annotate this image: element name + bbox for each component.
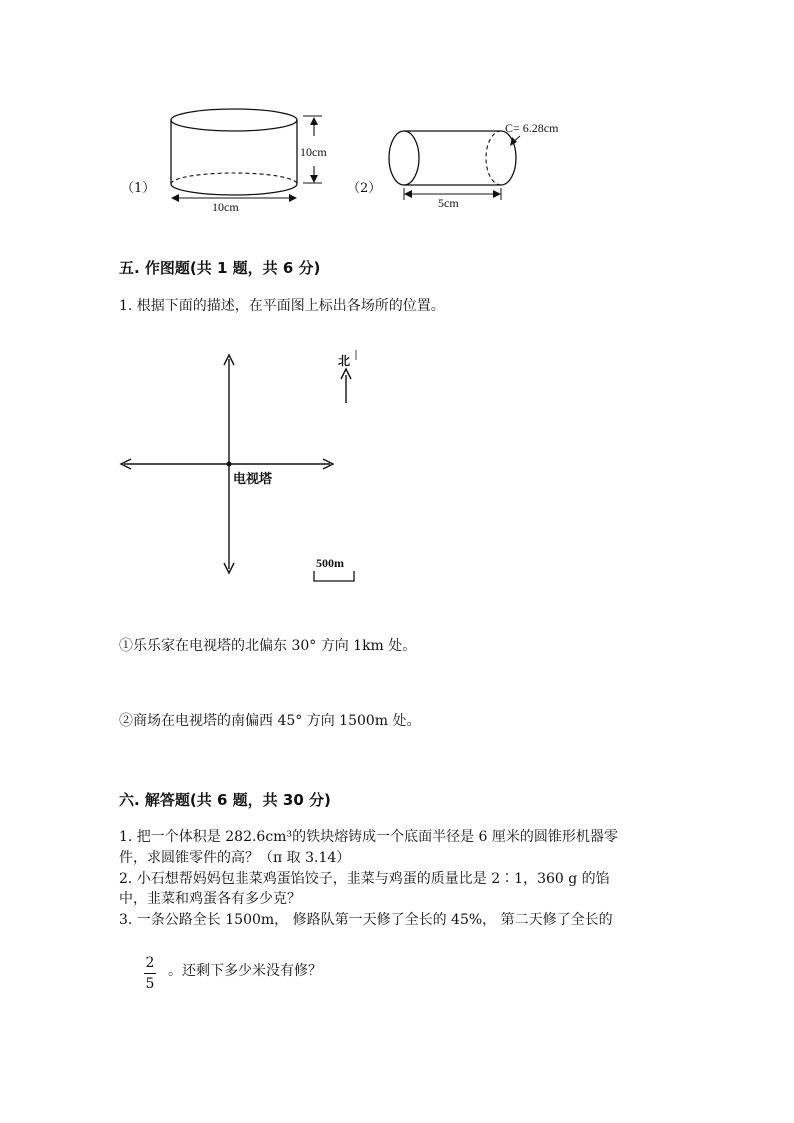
section-5-item-2: ②商场在电视塔的南偏西 45° 方向 1500m 处。 xyxy=(119,713,421,729)
section-6-q1-line1: 1. 把一个体积是 282.6cm³的铁块熔铸成一个底面半径是 6 厘米的圆锥形机器零 xyxy=(119,829,618,845)
scale-label: 500m xyxy=(316,556,344,570)
tv-tower-label: 电视塔 xyxy=(233,472,273,487)
figure-2-label: （2） xyxy=(347,181,382,196)
fraction-two-fifths xyxy=(142,954,158,993)
figure-1-label: （1） xyxy=(121,181,156,196)
section-6-q2-line1: 2. 小石想帮妈妈包韭菜鸡蛋馅饺子，韭菜与鸡蛋的质量比是 2∶1，360 g 的馅 xyxy=(119,871,610,887)
section-6-q1-line2: 件，求圆锥零件的高？（π 取 3.14） xyxy=(119,850,351,866)
section-6-title: 六. 解答题(共 6 题，共 30 分) xyxy=(119,791,331,809)
section-5-item-1: ①乐乐家在电视塔的北偏东 30° 方向 1km 处。 xyxy=(119,638,417,654)
fraction-denominator: 5 xyxy=(145,976,155,992)
section-6-q3-line2: 。还剩下多少米没有修？ xyxy=(168,963,322,979)
figure-1-height-label: 10cm xyxy=(300,145,327,159)
fraction-numerator: 2 xyxy=(145,955,155,971)
figure-2-length-label: 5cm xyxy=(438,196,459,210)
cylinder-figure-1 xyxy=(160,104,360,219)
figure-1-width-label: 10cm xyxy=(212,200,239,214)
section-6-q2-line2: 中，韭菜和鸡蛋各有多少克？ xyxy=(119,891,301,907)
fraction-bar xyxy=(144,973,156,974)
section-6-q3-line1: 3. 一条公路全长 1500m， 修路队第一天修了全长的 45%， 第二天修了全长的 xyxy=(119,912,613,928)
section-5-question-1: 1. 根据下面的描述，在平面图上标出各场所的位置。 xyxy=(119,298,445,314)
north-label: 北 xyxy=(338,354,351,368)
section-5-title: 五. 作图题(共 1 题，共 6 分) xyxy=(119,259,321,277)
figure-2-circumference-label: C= 6.28cm xyxy=(505,121,559,135)
compass-map-diagram xyxy=(118,345,368,585)
